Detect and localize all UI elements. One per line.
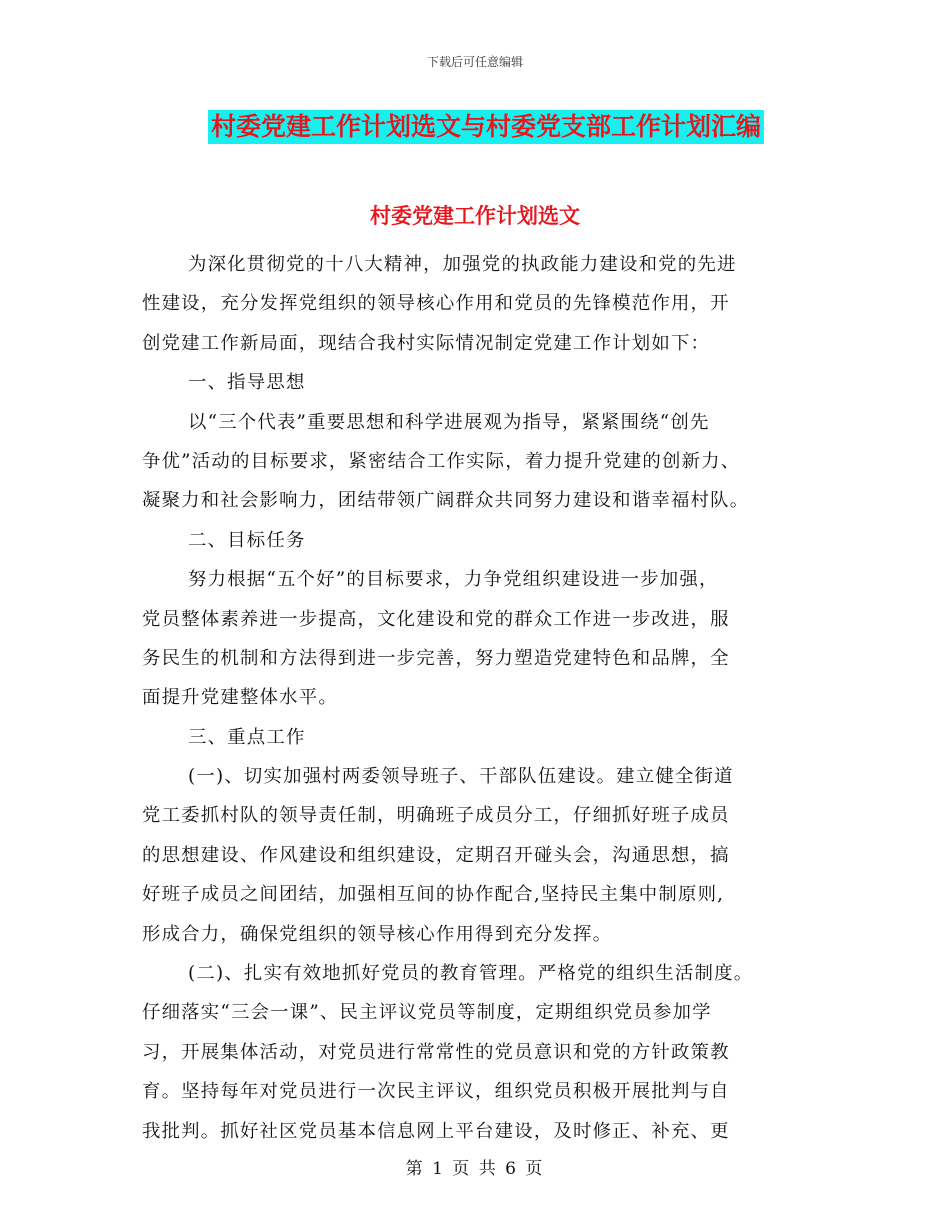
header-note: 下载后可任意编辑 — [426, 55, 523, 69]
page-footer: 第 1 页 共 6 页 — [405, 1159, 545, 1179]
paragraph-line: 为深化贯彻党的十八大精神，加强党的执政能力建设和党的先进 — [188, 254, 737, 275]
section-title: 村委党建工作计划选文 — [370, 203, 580, 228]
paragraph-line: 形成合力，确保党组织的领导核心作用得到充分发挥。 — [142, 923, 613, 945]
document-body — [142, 245, 808, 1151]
paragraph-line: 性建设，充分发挥党组织的领导核心作用和党员的先锋模范作用，开 — [142, 293, 730, 315]
paragraph-line: 的思想建设、作风建设和组织建设，定期召开碰头会，沟通思想，搞 — [142, 844, 730, 866]
paragraph-line: 争优”活动的目标要求，紧密结合工作实际，着力提升党建的创新力、 — [142, 450, 741, 472]
paragraph-line: 以“三个代表”重要思想和科学进展观为指导，紧紧围绕“创先 — [188, 411, 710, 433]
paragraph-line: 党工委抓村队的领导责任制，明确班子成员分工，仔细抓好班子成员 — [142, 805, 730, 827]
section-heading: 二、目标任务 — [188, 529, 306, 551]
paragraph-line: 凝聚力和社会影响力，团结带领广阔群众共同努力建设和谐幸福村队。 — [142, 490, 750, 512]
paragraph-line: 习，开展集体活动，对党员进行常常性的党员意识和党的方针政策教 — [142, 1041, 730, 1063]
paragraph-line: 仔细落实“三会一课”、民主评议党员等制度，定期组织党员参加学 — [142, 1002, 712, 1024]
document-title: 村委党建工作计划选文与村委党支部工作计划汇编 — [208, 110, 764, 144]
section-heading: 一、指导思想 — [188, 372, 306, 394]
paragraph-line: (二)、扎实有效地抓好党员的教育管理。严格党的组织生活制度。 — [188, 963, 754, 985]
paragraph-line: 面提升党建整体水平。 — [142, 687, 338, 709]
paragraph-line: 党员整体素养进一步提高，文化建设和党的群众工作进一步改进，服 — [142, 608, 730, 630]
paragraph-line: (一)、切实加强村两委领导班子、干部队伍建设。建立健全街道 — [188, 766, 734, 788]
paragraph-line: 我批判。抓好社区党员基本信息网上平台建设，及时修正、补充、更 — [142, 1120, 730, 1142]
paragraph-line: 创党建工作新局面，现结合我村实际情况制定党建工作计划如下： — [142, 332, 711, 354]
paragraph-line: 努力根据“五个好”的目标要求，力争党组织建设进一步加强， — [188, 569, 719, 591]
paragraph-line: 育。坚持每年对党员进行一次民主评议，组织党员积极开展批判与自 — [142, 1081, 730, 1103]
section-heading: 三、重点工作 — [188, 726, 306, 748]
paragraph-line: 务民生的机制和方法得到进一步完善，努力塑造党建特色和品牌，全 — [142, 647, 730, 669]
paragraph-line: 好班子成员之间团结，加强相互间的协作配合,坚持民主集中制原则, — [142, 884, 725, 906]
